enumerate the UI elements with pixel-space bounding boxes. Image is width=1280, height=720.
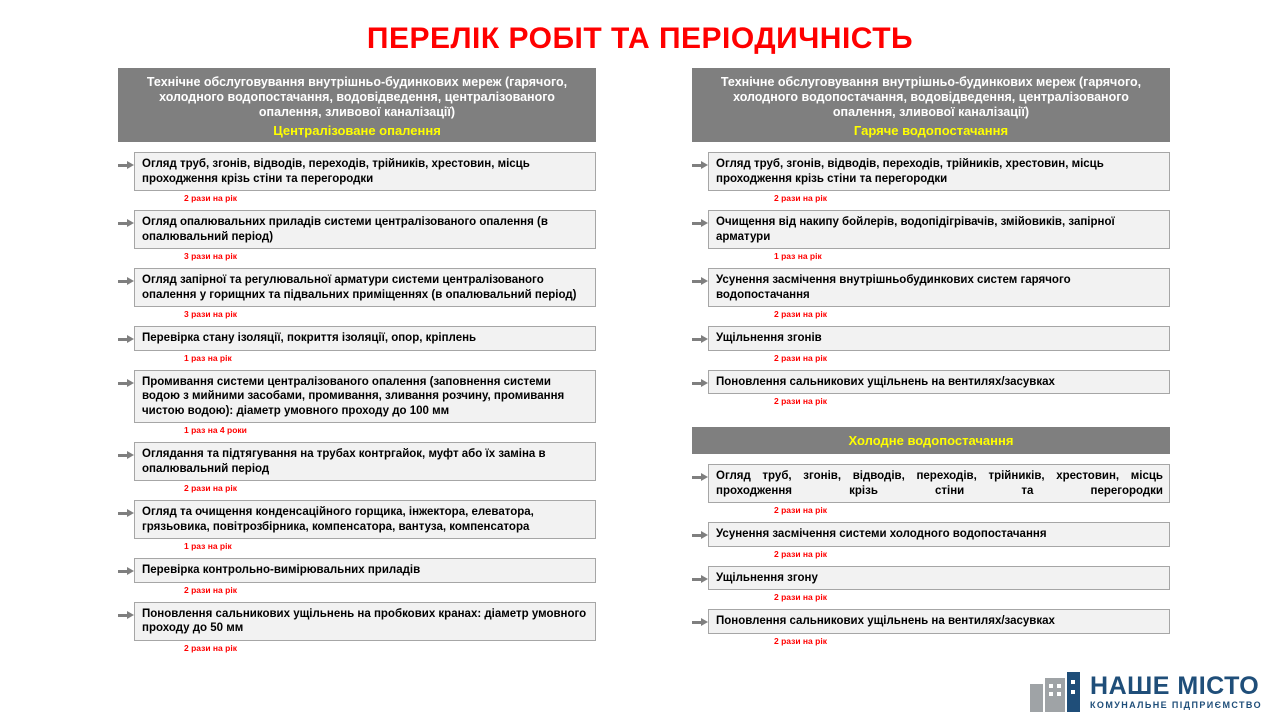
header-main-text: Технічне обслуговування внутрішньо-будинкових мереж (гарячого, холодного водопостачання, водовідведення, централізованого опалення, зливової каналізації) xyxy=(720,75,1142,119)
list-item xyxy=(118,152,596,191)
column-header-right xyxy=(692,68,1170,142)
list-item xyxy=(692,326,1170,351)
item-text: Усунення засмічення системи холодного водопостачання xyxy=(708,522,1170,547)
item-frequency: 2 рази на рік xyxy=(774,352,827,363)
item-frequency: 3 рази на рік xyxy=(184,309,237,319)
item-frequency: 2 рази на рік xyxy=(774,193,827,203)
item-text: Огляд та очищення конденсаційного горщика, інжектора, елеватора, грязьовика, повітрозбірника, компенсатора, вантуза, компенсатора xyxy=(134,500,596,539)
item-frequency: 3 рази на рік xyxy=(184,251,237,261)
list-item xyxy=(692,609,1170,634)
arrow-icon xyxy=(692,575,708,584)
items-list-left xyxy=(118,152,596,654)
header-sub-text: Централізоване опалення xyxy=(273,123,441,138)
arrow-icon xyxy=(692,618,708,627)
item-frequency: 2 рази на рік xyxy=(184,483,237,493)
arrow-icon xyxy=(118,509,134,518)
item-text: Огляд труб, згонів, відводів, переходів, трійників, хрестовин, місць проходження крізь стіни та перегородки xyxy=(134,152,596,191)
arrow-icon xyxy=(118,451,134,460)
logo-tagline: КОМУНАЛЬНЕ ПІДПРИЄМСТВО xyxy=(1090,699,1262,710)
list-item xyxy=(118,326,596,351)
arrow-icon xyxy=(118,379,134,388)
item-text: Очищення від накипу бойлерів, водопідігрівачів, змійовиків, запірної арматури xyxy=(708,210,1170,249)
item-text: Поновлення сальникових ущільнень на вентилях/засувках xyxy=(708,370,1170,395)
item-frequency: 2 рази на рік xyxy=(184,642,237,653)
item-frequency: 2 рази на рік xyxy=(184,193,237,203)
item-frequency: 1 раз на рік xyxy=(184,352,232,363)
list-item xyxy=(692,152,1170,191)
arrow-icon xyxy=(118,219,134,228)
column-heating xyxy=(118,68,596,660)
arrow-icon xyxy=(118,567,134,576)
item-text: Перевірка стану ізоляції, покриття ізоляції, опор, кріплень xyxy=(134,326,596,351)
header-sub-text: Гаряче водопостачання xyxy=(853,123,1009,138)
list-item xyxy=(118,602,596,641)
list-item xyxy=(692,370,1170,395)
item-frequency: 2 рази на рік xyxy=(774,396,827,406)
item-text: Огляд труб, згонів, відводів, переходів, трійників, хрестовин, місць проходження крізь стіни та перегородки xyxy=(708,152,1170,191)
items-list-hot-water xyxy=(692,152,1170,407)
item-text: Усунення засмічення внутрішньобудинкових систем гарячого водопостачання xyxy=(708,268,1170,307)
list-item xyxy=(692,268,1170,307)
subheader-cold-water: Холодне водопостачання xyxy=(692,427,1170,454)
arrow-icon xyxy=(692,161,708,170)
item-frequency: 1 раз на 4 роки xyxy=(184,425,247,435)
list-item xyxy=(692,566,1170,591)
item-frequency: 2 рази на рік xyxy=(774,505,827,515)
page-title: ПЕРЕЛІК РОБІТ ТА ПЕРІОДИЧНІСТЬ xyxy=(366,22,914,55)
column-header-left xyxy=(118,68,596,142)
item-text: Перевірка контрольно-вимірювальних приладів xyxy=(134,558,596,583)
arrow-icon xyxy=(118,611,134,620)
item-text: Ущільнення згону xyxy=(708,566,1170,591)
arrow-icon xyxy=(692,379,708,388)
arrow-icon xyxy=(692,219,708,228)
item-text: Промивання системи централізованого опалення (заповнення системи водою з мийними засобами, промивання, зливання розчину, промивання чистою водою): діаметр умовного проходу до 100 мм xyxy=(134,370,596,424)
column-water-supply xyxy=(692,68,1170,653)
arrow-icon xyxy=(692,277,708,286)
item-text: Огляд опалювальних приладів системи централізованого опалення (в опалювальний період) xyxy=(134,210,596,249)
building-icon xyxy=(1030,672,1082,712)
item-frequency: 2 рази на рік xyxy=(774,592,827,602)
list-item xyxy=(692,464,1170,503)
list-item xyxy=(118,210,596,249)
company-logo xyxy=(1030,672,1262,712)
list-item xyxy=(118,442,596,481)
list-item xyxy=(118,500,596,539)
arrow-icon xyxy=(692,473,708,482)
item-frequency: 2 рази на рік xyxy=(774,309,827,319)
header-main-text: Технічне обслуговування внутрішньо-будинкових мереж (гарячого, холодного водопостачання, водовідведення, централізованого опалення, зливової каналізації) xyxy=(146,75,568,119)
list-item xyxy=(692,210,1170,249)
arrow-icon xyxy=(118,161,134,170)
section-spacer xyxy=(692,413,1170,427)
item-text: Оглядання та підтягування на трубах контргайок, муфт або їх заміна в опалювальний період xyxy=(134,442,596,481)
item-text: Огляд запірної та регулювальної арматури системи централізованого опалення у горищних та підвальних приміщеннях (в опалювальний період) xyxy=(134,268,596,307)
item-text: Ущільнення згонів xyxy=(708,326,1170,351)
items-list-cold-water xyxy=(692,464,1170,647)
item-frequency: 2 рази на рік xyxy=(184,584,237,595)
arrow-icon xyxy=(118,335,134,344)
list-item xyxy=(118,370,596,424)
arrow-icon xyxy=(118,277,134,286)
item-frequency: 1 раз на рік xyxy=(774,251,822,261)
list-item xyxy=(118,268,596,307)
arrow-icon xyxy=(692,531,708,540)
item-frequency: 2 рази на рік xyxy=(774,548,827,559)
item-frequency: 2 рази на рік xyxy=(774,635,827,646)
item-text: Поновлення сальникових ущільнень на пробкових кранах: діаметр умовного проходу до 50 мм xyxy=(134,602,596,641)
item-frequency: 1 раз на рік xyxy=(184,541,232,551)
logo-name: НАШЕ МІСТО xyxy=(1090,671,1260,700)
item-text: Поновлення сальникових ущільнень на вентилях/засувках xyxy=(708,609,1170,634)
arrow-icon xyxy=(692,335,708,344)
item-text: Огляд труб, згонів, відводів, переходів, трійників, хрестовин, місць проходження крізь стіни та перегородки xyxy=(708,464,1170,503)
list-item xyxy=(692,522,1170,547)
list-item xyxy=(118,558,596,583)
